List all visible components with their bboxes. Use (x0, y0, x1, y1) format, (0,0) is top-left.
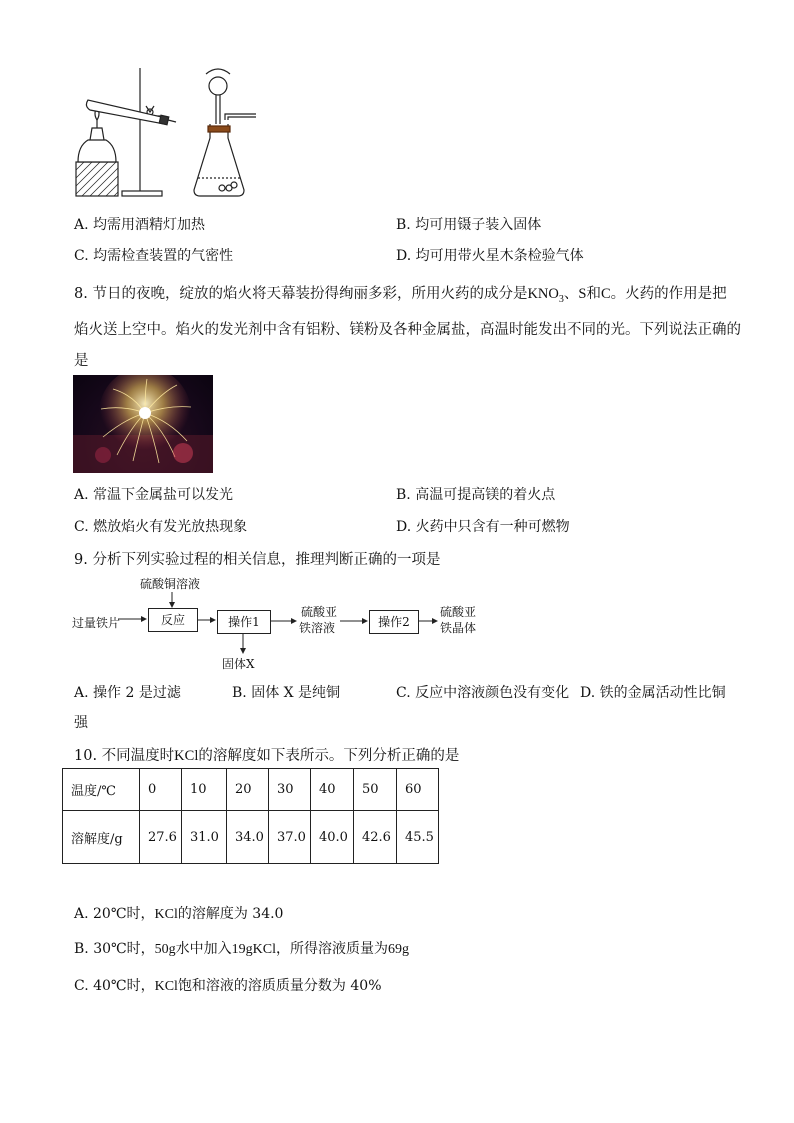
q7-option-d[interactable]: D. 均可用带火星木条检验气体 (396, 248, 584, 264)
flow-end-label-1: 硫酸亚 (440, 605, 477, 619)
fireworks-burst (73, 375, 213, 473)
lab-apparatus-figure (70, 66, 270, 200)
table-cell: 60 (397, 769, 439, 811)
q9-option-c[interactable]: C. 反应中溶液颜色没有变化 (396, 685, 570, 701)
q8-option-c[interactable]: C. 燃放焰火有发光放热现象 (74, 519, 248, 535)
flow-mid-label-1: 硫酸亚 (301, 605, 338, 619)
flow-box-operation-1: 操作1 (217, 610, 271, 634)
fireworks-photo (73, 375, 213, 473)
flow-left-input: 过量铁片 (72, 616, 121, 630)
q7-option-c[interactable]: C. 均需检查装置的气密性 (74, 248, 234, 264)
table-cell: 45.5 (397, 811, 439, 864)
q9-option-d-continued: 强 (74, 715, 88, 731)
table-cell: 30 (269, 769, 311, 811)
flow-arrows (60, 580, 460, 660)
q8-stem-line-2: 焰火送上空中。焰火的发光剂中含有铝粉、镁粉及各种金属盐，高温时能发出不同的光。下列说法正确的 (74, 322, 741, 338)
chem-c: C (600, 286, 611, 302)
heating-setup (76, 68, 176, 196)
table-cell: 20 (227, 769, 269, 811)
q8-stem-line-1: 8. 节日的夜晚，绽放的焰火将天幕装扮得绚丽多彩，所用火药的成分是$KNO_3$、S和C。火药的作用是把 (74, 286, 727, 305)
table-cell: 40.0 (311, 811, 354, 864)
table-header-temperature: 温度/℃ (63, 769, 140, 811)
table-cell: 27.6 (140, 811, 182, 864)
q8-option-b[interactable]: B. 高温可提高镁的着火点 (396, 487, 556, 503)
flow-box-operation-2: 操作2 (369, 610, 419, 634)
q10-stem: 10. 不同温度时KCl的溶解度如下表所示。下列分析正确的是 (74, 748, 460, 764)
flask-setup (194, 69, 256, 196)
table-row-solubility (63, 811, 439, 864)
q9-option-d[interactable]: D. 铁的金属活动性比铜 (580, 685, 726, 701)
flow-mid-label-2: 铁溶液 (299, 621, 336, 635)
q7-option-a[interactable]: A. 均需用酒精灯加热 (74, 217, 206, 233)
flow-end-label-2: 铁晶体 (440, 621, 477, 635)
chem-kno3: $KNO_3$ (527, 286, 564, 305)
chem-kcl: KCl (174, 748, 199, 764)
q10-option-b[interactable]: B. 30℃时，50g水中加入19gKCl，所得溶液质量为69g (74, 941, 410, 957)
table-cell: 0 (140, 769, 182, 811)
chem-s: S (578, 286, 587, 302)
table-cell: 34.0 (227, 811, 269, 864)
q10-option-a[interactable]: A. 20℃时，KCl的溶解度为 34.0 (74, 906, 284, 922)
q10-option-c[interactable]: C. 40℃时，KCl饱和溶液的溶质质量分数为 40% (74, 978, 382, 994)
table-cell: 42.6 (354, 811, 397, 864)
q7-option-b[interactable]: B. 均可用镊子装入固体 (396, 217, 542, 233)
q8-option-d[interactable]: D. 火药中只含有一种可燃物 (396, 519, 570, 535)
q9-option-a[interactable]: A. 操作 2 是过滤 (74, 685, 181, 701)
table-cell: 37.0 (269, 811, 311, 864)
q9-stem: 9. 分析下列实验过程的相关信息，推理判断正确的一项是 (74, 552, 441, 568)
q9-option-b[interactable]: B. 固体 X 是纯铜 (232, 685, 341, 701)
flow-top-input: 硫酸铜溶液 (140, 577, 201, 591)
q8-stem-line-3: 是 (74, 353, 89, 369)
solubility-table (62, 768, 439, 864)
q8-option-a[interactable]: A. 常温下金属盐可以发光 (74, 487, 234, 503)
table-row-temperature (63, 769, 439, 811)
flow-box-reaction: 反应 (148, 608, 198, 632)
table-cell: 40 (311, 769, 354, 811)
table-cell: 50 (354, 769, 397, 811)
table-cell: 10 (182, 769, 227, 811)
flow-bottom-output: 固体X (222, 657, 255, 671)
table-header-solubility: 溶解度/g (63, 811, 140, 864)
table-cell: 31.0 (182, 811, 227, 864)
